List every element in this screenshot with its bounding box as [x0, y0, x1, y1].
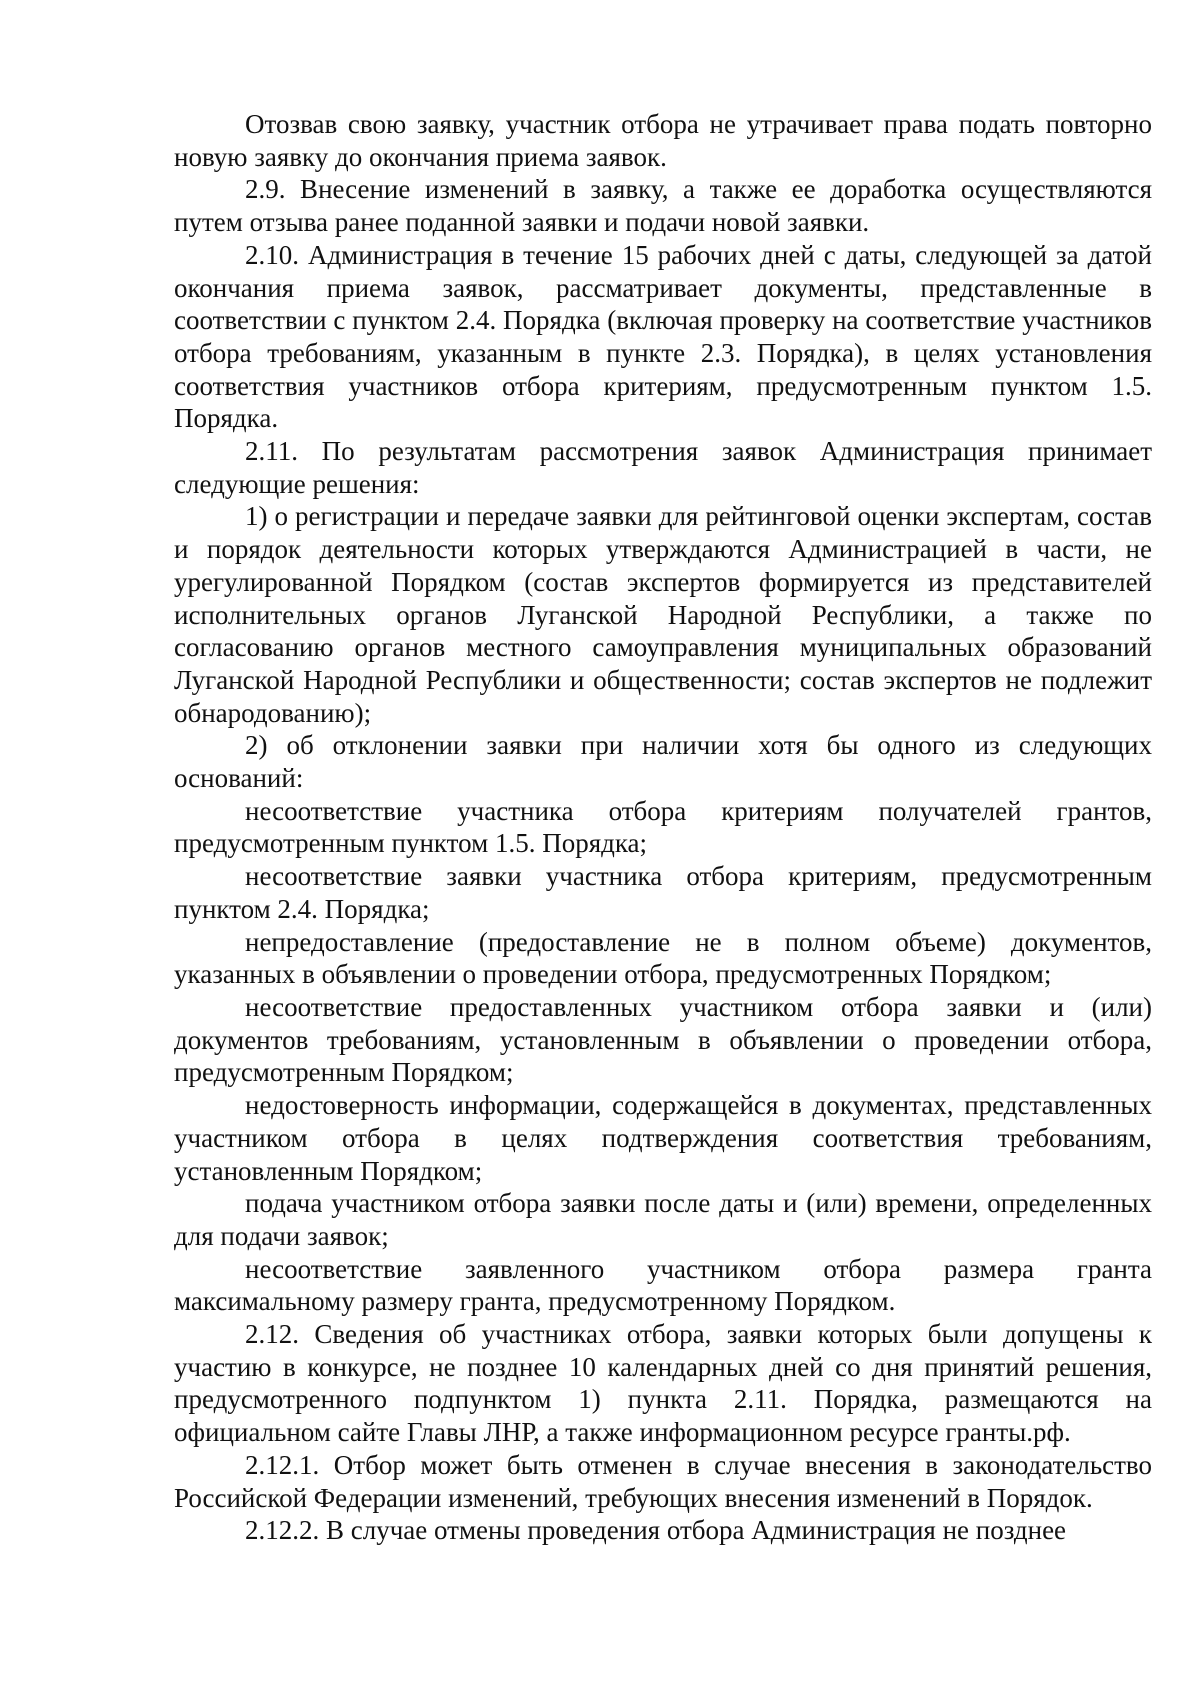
- paragraph-2-11-item-1: 1) о регистрации и передаче заявки для рейтинговой оценки экспертам, состав и порядок деятельности которых утверждаются Администрацией в части, не урегулированной Порядком (состав экспертов формируется из представителей исполнительных органов Луганской Народной Республики, а также по согласованию органов местного самоуправления муниципальных образований Луганской Народной Республики и общественности; состав экспертов не подлежит обнародованию);: [174, 501, 1152, 728]
- rejection-ground-1: несоответствие участника отбора критериям получателей грантов, предусмотренным пунктом 1.5. Порядка;: [174, 795, 1152, 859]
- paragraph-withdrawal: Отозвав свою заявку, участник отбора не утрачивает права подать повторно новую заявку до окончания приема заявок.: [174, 109, 1152, 172]
- rejection-ground-5: недостоверность информации, содержащейся в документах, представленных участником отбора в целях подтверждения соответствия требованиям, установленным Порядком;: [174, 1090, 1152, 1186]
- paragraph-2-12: 2.12. Сведения об участниках отбора, заявки которых были допущены к участию в конкурсе, не позднее 10 календарных дней со дня принятий решения, предусмотренного подпунктом 1) пункта 2.11. Порядка, размещаются на официальном сайте Главы ЛНР, а также информационном ресурсе гранты.рф.: [174, 1319, 1152, 1448]
- rejection-ground-2: несоответствие заявки участника отбора критериям, предусмотренным пунктом 2.4. Порядка;: [174, 861, 1152, 924]
- paragraph-2-11-item-2: 2) об отклонении заявки при наличии хотя бы одного из следующих оснований:: [174, 730, 1152, 794]
- rejection-ground-7: несоответствие заявленного участником отбора размера гранта максимальному размеру гранта, предусмотренному Порядком.: [174, 1253, 1152, 1317]
- paragraph-2-10: 2.10. Администрация в течение 15 рабочих дней с даты, следующей за датой окончания приема заявок, рассматривает документы, представленные в соответствии с пунктом 2.4. Порядка (включая проверку на соответствие участников отбора требованиям, указанным в пункте 2.3. Порядка), в целях установления соответствия участников отбора критериям, предусмотренным пунктом 1.5. Порядка.: [174, 239, 1152, 434]
- rejection-ground-3: непредоставление (предоставление не в полном объеме) документов, указанных в объявлении о проведении отбора, предусмотренных Порядком;: [174, 926, 1152, 990]
- paragraph-2-9: 2.9. Внесение изменений в заявку, а также ее доработка осуществляются путем отзыва ранее поданной заявки и подачи новой заявки.: [174, 174, 1152, 238]
- rejection-ground-4: несоответствие предоставленных участником отбора заявки и (или) документов требованиям, установленным в объявлении о проведении отбора, предусмотренным Порядком;: [174, 991, 1152, 1088]
- paragraph-2-11: 2.11. По результатам рассмотрения заявок Администрация принимает следующие решения:: [174, 436, 1152, 499]
- paragraph-2-12-1: 2.12.1. Отбор может быть отменен в случае внесения в законодательство Российской Федерации изменений, требующих внесения изменений в Порядок.: [174, 1449, 1152, 1513]
- paragraph-2-12-2: 2.12.2. В случае отмены проведения отбора Администрация не позднее: [245, 1515, 1067, 1546]
- document-page: [174, 108, 1152, 1547]
- rejection-ground-6: подача участником отбора заявки после даты и (или) времени, определенных для подачи заявок;: [174, 1188, 1152, 1251]
